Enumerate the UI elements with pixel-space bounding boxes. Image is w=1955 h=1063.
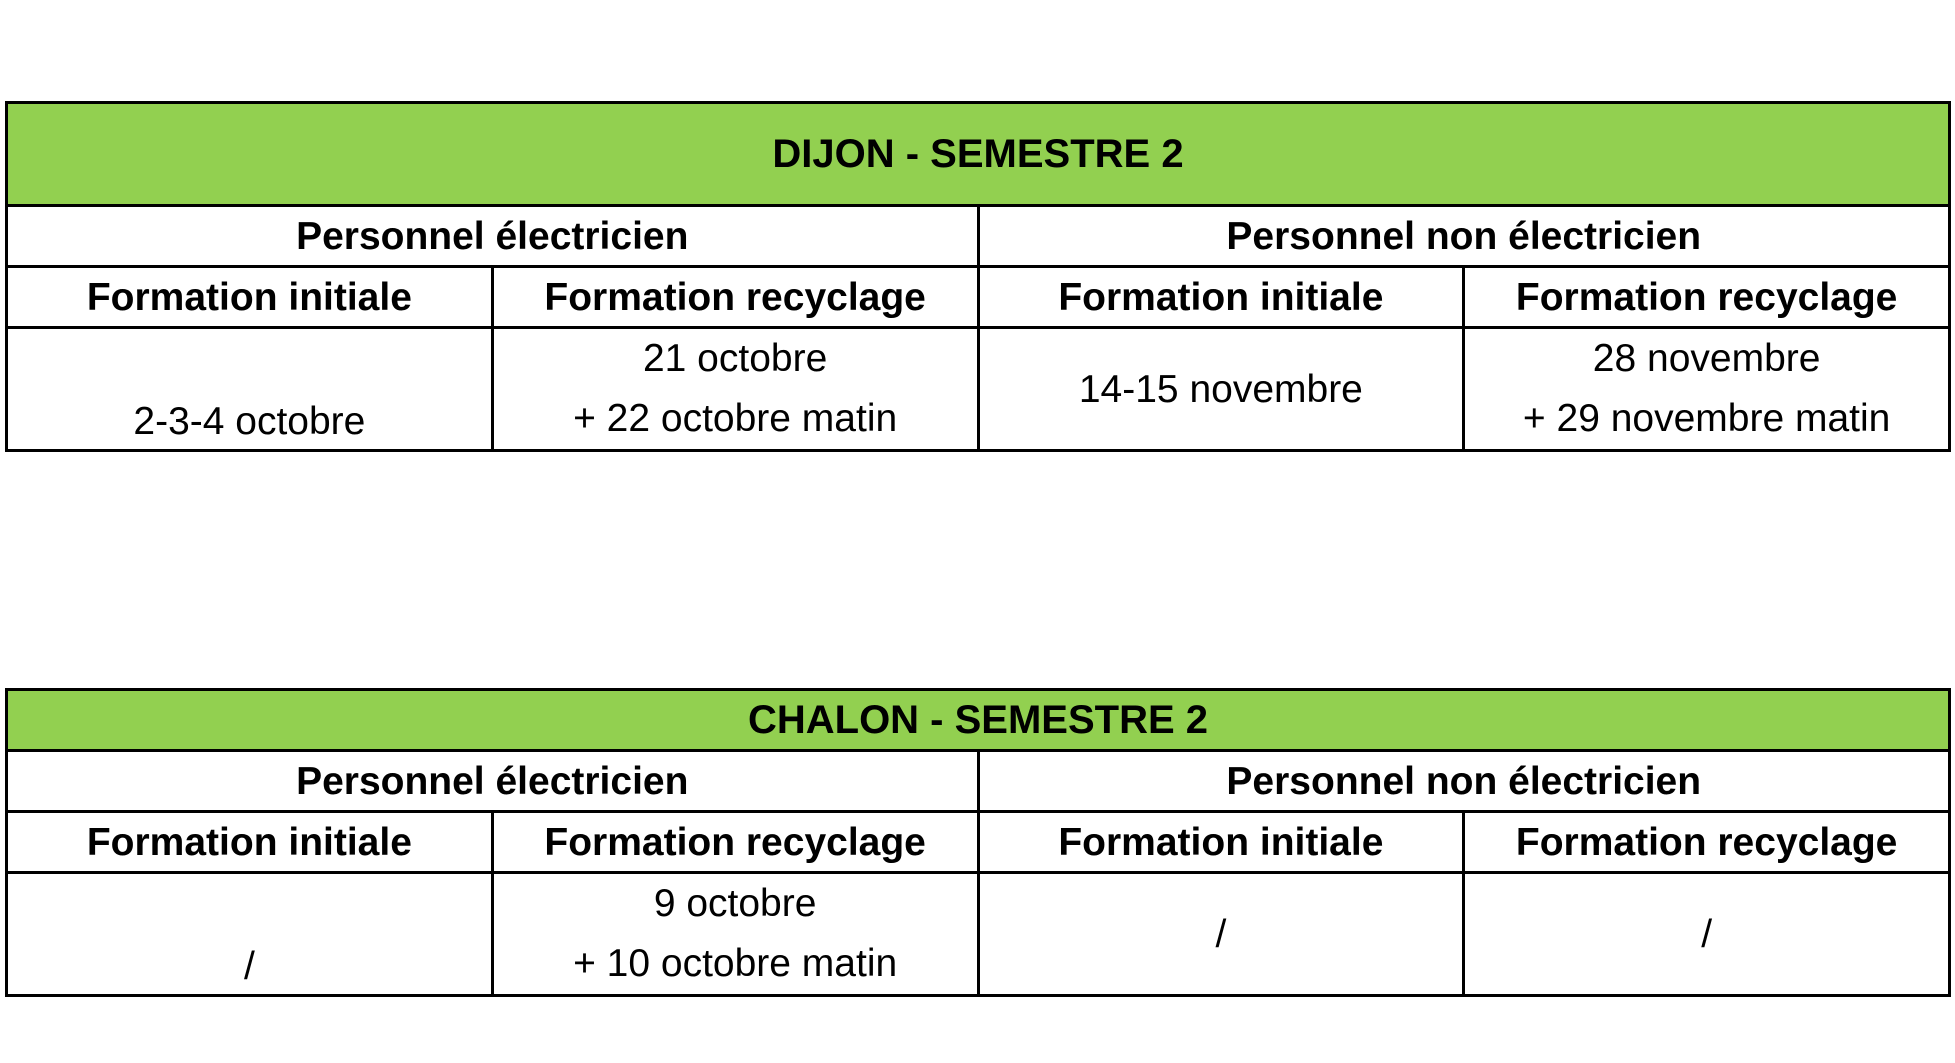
- subheader-formation-initiale: Formation initiale: [7, 812, 493, 873]
- date-cell: [492, 328, 978, 451]
- group-header-electricien: Personnel électricien: [7, 206, 979, 267]
- subheader-formation-recyclage: Formation recyclage: [1464, 267, 1950, 328]
- cell-line: + 29 novembre matin: [1522, 397, 1891, 440]
- date-cell: [492, 873, 978, 996]
- cell-line: 28 novembre: [1592, 337, 1821, 380]
- date-cell: [978, 873, 1464, 996]
- table-title: DIJON - SEMESTRE 2: [7, 103, 1950, 206]
- dijon-schedule-table: [5, 101, 1951, 452]
- table-title: CHALON - SEMESTRE 2: [7, 690, 1950, 751]
- date-cell: [7, 873, 493, 996]
- cell-line: + 10 octobre matin: [573, 942, 898, 985]
- date-cell: [1464, 328, 1950, 451]
- cell-text: /: [243, 945, 255, 988]
- group-header-non-electricien: Personnel non électricien: [978, 751, 1950, 812]
- date-cell: [7, 328, 493, 451]
- subheader-formation-recyclage: Formation recyclage: [1464, 812, 1950, 873]
- chalon-schedule-table: [5, 688, 1951, 997]
- cell-text: 14-15 novembre: [1078, 367, 1363, 411]
- cell-text: 2-3-4 octobre: [133, 400, 366, 443]
- cell-line: 9 octobre: [653, 882, 817, 925]
- date-cell: [978, 328, 1464, 451]
- subheader-formation-recyclage: Formation recyclage: [492, 267, 978, 328]
- date-cell: [1464, 873, 1950, 996]
- group-header-non-electricien: Personnel non électricien: [978, 206, 1950, 267]
- subheader-formation-initiale: Formation initiale: [7, 267, 493, 328]
- cell-text: /: [1701, 912, 1713, 956]
- group-header-electricien: Personnel électricien: [7, 751, 979, 812]
- cell-line: 21 octobre: [642, 337, 828, 380]
- subheader-formation-initiale: Formation initiale: [978, 267, 1464, 328]
- subheader-formation-recyclage: Formation recyclage: [492, 812, 978, 873]
- cell-line: + 22 octobre matin: [573, 397, 898, 440]
- cell-text: /: [1215, 912, 1227, 956]
- subheader-formation-initiale: Formation initiale: [978, 812, 1464, 873]
